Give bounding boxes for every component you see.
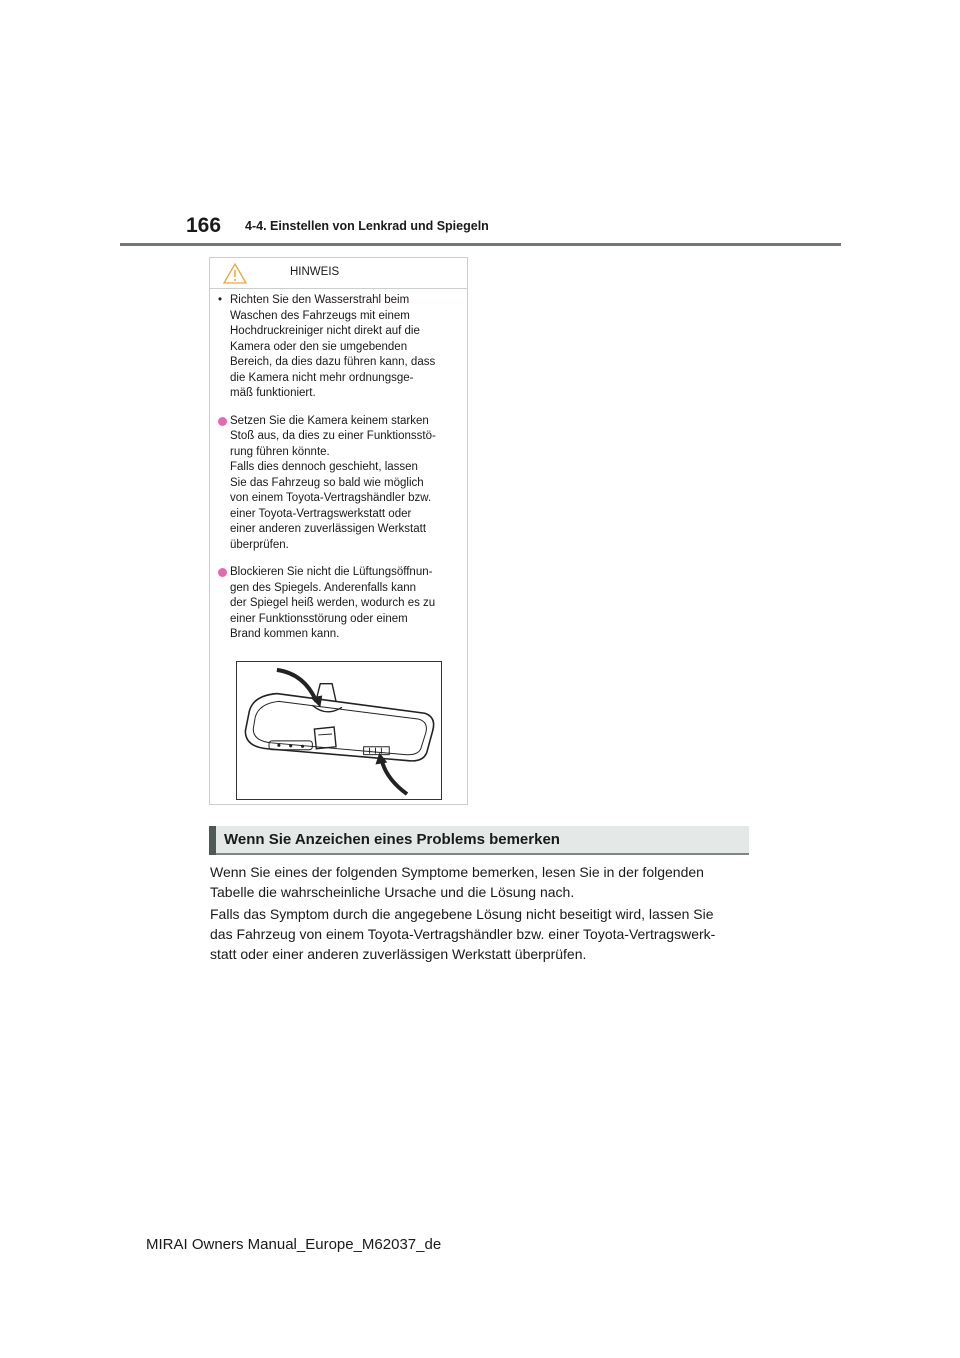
body-paragraph: Falls das Symptom durch die angegebene Lösung nicht beseitigt wird, lassen Sie das Fahrzeug von einem Toyota-Vertragshändler bzw. einer Toyota-Vertragswerk- statt oder einer anderen zuverlässigen Werkstatt überprüfen.: [210, 906, 716, 962]
section-accent: [209, 826, 216, 855]
notice-item: [218, 414, 459, 554]
notice-items: [210, 289, 467, 643]
section-title: 4-4. Einstellen von Lenkrad und Spiegeln: [245, 219, 489, 233]
body-paragraph: Wenn Sie eines der folgenden Symptome bemerken, lesen Sie in der folgenden Tabelle die wahrscheinliche Ursache und die Lösung nach.: [210, 864, 704, 900]
section-heading-bar: [209, 826, 749, 855]
notice-item: [218, 565, 459, 643]
notice-label: HINWEIS: [290, 266, 340, 278]
bullet-marker: •: [218, 294, 223, 306]
mirror-illustration: [236, 661, 442, 800]
notice-header: [210, 258, 467, 289]
warning-triangle-icon: [223, 263, 247, 284]
section-heading: Wenn Sie Anzeichen eines Problems bemerken: [224, 831, 560, 848]
header-rule: [120, 243, 841, 246]
notice-item-text: Richten Sie den Wasserstrahl beim Waschen des Fahrzeugs mit einem Hochdruckreiniger nicht direkt auf die Kamera oder den sie umgebenden Bereich, da dies dazu führen kann, dass die Kamera nicht mehr ordnungsge- mäß funktioniert.: [230, 294, 436, 399]
notice-item-text: Setzen Sie die Kamera keinem starken Stoß aus, da dies zu einer Funktionsstö- rung führen könnte. Falls dies dennoch geschieht, lassen Sie das Fahrzeug so bald wie möglich von einem Toyota-Vertragshändler bzw. einer Toyota-Vertragswerkstatt oder einer anderen zuverlässigen Werkstatt überprüfen.: [230, 414, 436, 551]
pink-dot-icon: [218, 568, 227, 577]
notice-item: [218, 293, 459, 402]
notice-item-text: Blockieren Sie nicht die Lüftungsöffnun- gen des Spiegels. Anderenfalls kann der Spiegel heiß werden, wodurch es zu einer Funktionsstörung oder einem Brand kommen kann.: [230, 566, 436, 640]
pink-dot-icon: [218, 417, 227, 426]
footer-text: MIRAI Owners Manual_Europe_M62037_de: [146, 1236, 442, 1253]
page-number: 166: [186, 214, 222, 237]
